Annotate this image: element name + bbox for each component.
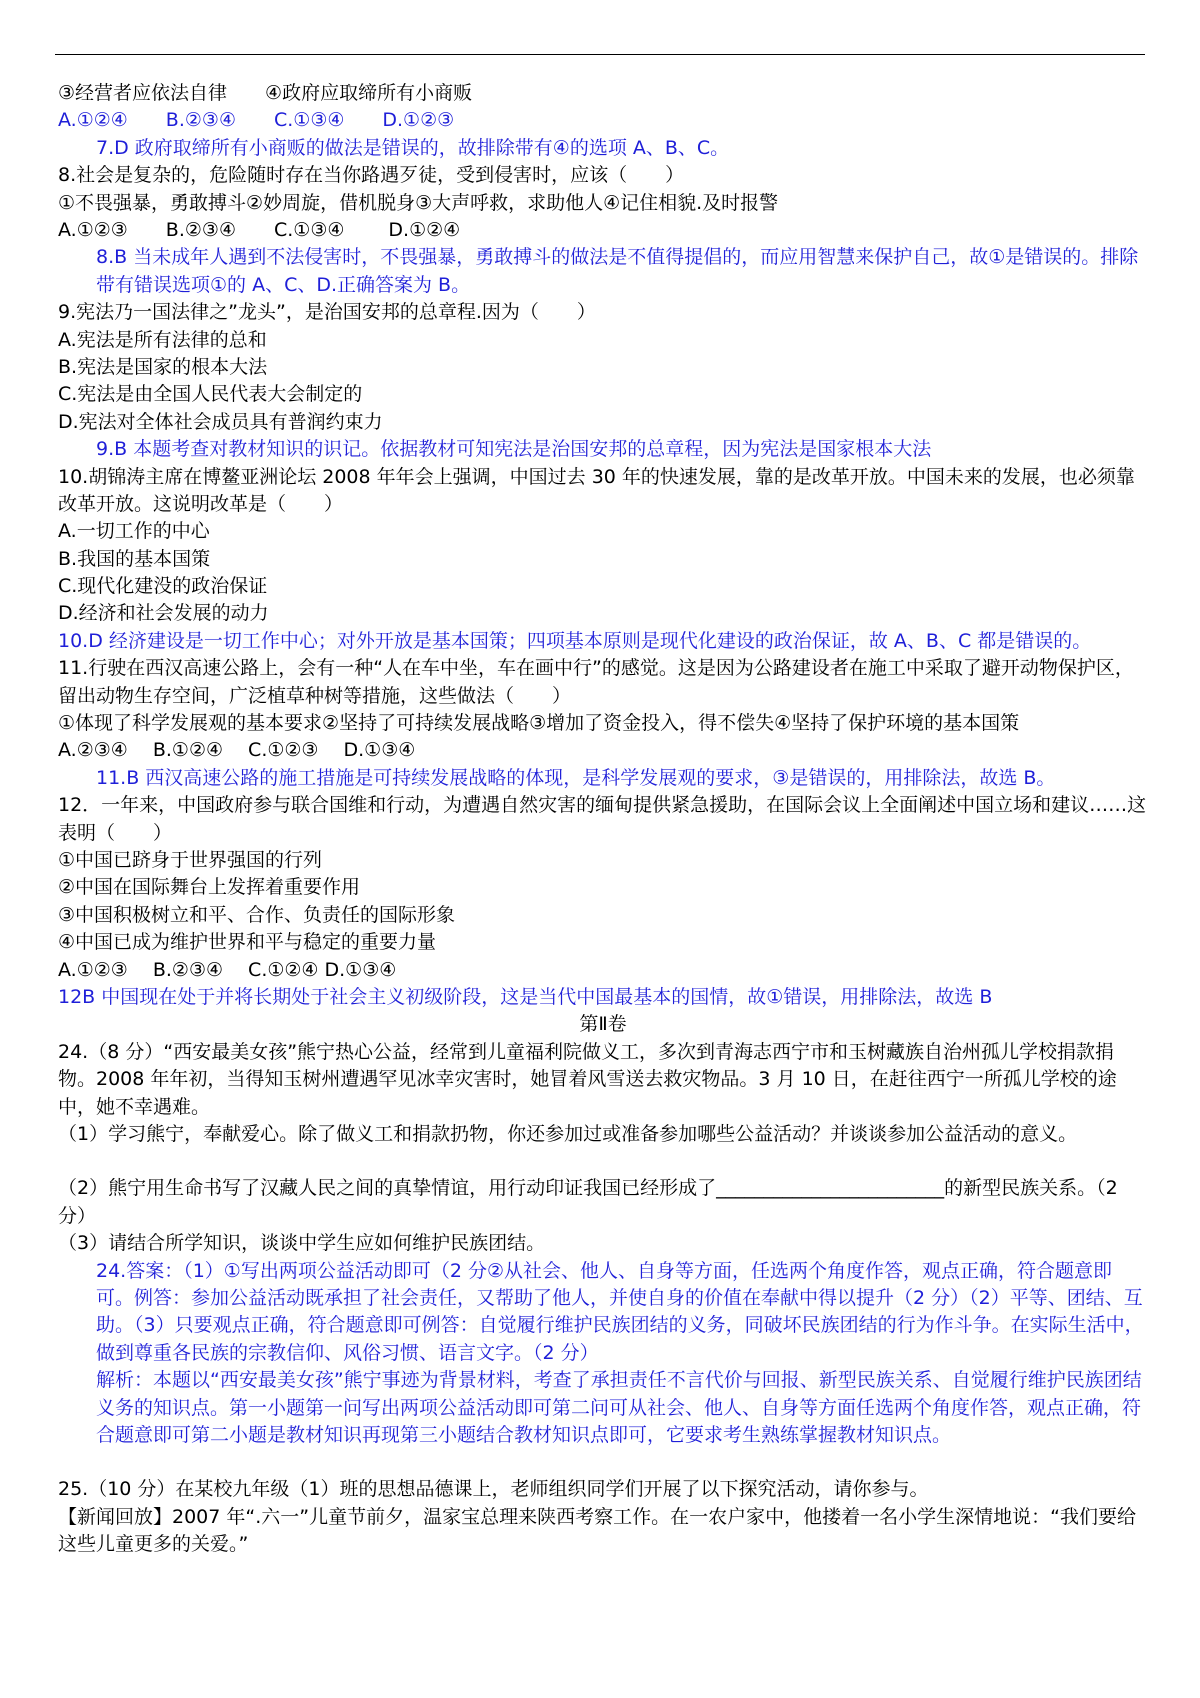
spacer — [58, 1449, 1148, 1476]
q7-answer: 7.D 政府取缔所有小商贩的做法是错误的，故排除带有④的选项 A、B、C。 — [96, 136, 730, 159]
q9-option-a: A.宪法是所有法律的总和 — [58, 328, 267, 351]
q12-option-4: ④中国已成为维护世界和平与稳定的重要力量 — [58, 931, 437, 954]
q12-option-2: ②中国在国际舞台上发挥着重要作用 — [58, 876, 361, 899]
q10-answer: 10.D 经济建设是一切工作中心；对外开放是基本国策；四项基本原则是现代化建设的政治保证，故 A、B、C 都是错误的。 — [58, 629, 1092, 652]
q12-answer: 12B 中国现在处于并将长期处于社会主义初级阶段，这是当代中国最基本的国情，故①错误，用排除法，故选 B — [58, 986, 993, 1009]
q8-answer: 8.B 当未成年人遇到不法侵害时，不畏强暴，勇敢搏斗的做法是不值得提倡的，而应用智慧来保护自己，故①是错误的。排除带有错误选项①的 A、C、D.正确答案为 B。 — [96, 246, 1139, 296]
q9-option-d: D.宪法对全体社会成员具有普润约束力 — [58, 410, 383, 433]
q10-stem: 10.胡锦涛主席在博鳌亚洲论坛 2008 年年会上强调，中国过去 30 年的快速发展，靠的是改革开放。中国未来的发展，也必须靠改革开放。这说明改革是（ ） — [58, 465, 1135, 515]
q24-answer: 24.答案：（1）①写出两项公益活动即可（2 分②从社会、他人、自身等方面，任选两个角度作答，观点正确，符合题意即可。例答：参加公益活动既承担了社会责任，又帮助了他人，并使自身的价值在奉献中得以提升（2 分）（2）平等、团结、互助。（3）只要观点正确，符合题意即可例答：自觉履行维护民族团结的义务，同破坏民族团结的行为作斗争。在实际生活中，做到尊重各民族的宗教信仰、风俗习惯、语言文字。（2 分） — [96, 1259, 1144, 1364]
q9-option-c: C.宪法是由全国人民代表大会制定的 — [58, 383, 363, 406]
q25-stem: 25.（10 分）在某校九年级（1）班的思想品德课上，老师组织同学们开展了以下探究活动，请你参与。 — [58, 1478, 929, 1501]
q25-news: 【新闻回放】2007 年“.六一”儿童节前夕，温家宝总理来陕西考察工作。在一农户家中，他搂着一名小学生深情地说：“我们要给这些儿童更多的关爱。” — [58, 1505, 1136, 1556]
q11-stem: 11.行驶在西汉高速公路上，会有一种“人在车中坐，车在画中行”的感觉。这是因为公路建设者在施工中采取了避开动物保护区，留出动物生存空间，广泛植草种树等措施，这些做法（ ） — [58, 657, 1134, 707]
q24-sub1: （1）学习熊宁，奉献爱心。除了做义工和捐款扔物，你还参加过或准备参加哪些公益活动？并谈谈参加公益活动的意义。 — [58, 1123, 1078, 1146]
q24-analysis: 解析：本题以“西安最美女孩”熊宁事迹为背景材料，考查了承担责任不言代价与回报、新型民族关系、自觉履行维护民族团结义务的知识点。第一小题第一问写出两项公益活动即可第二问可从社会、他人、自身等方面任选两个角度作答，观点正确，符合题意即可第二小题是教材知识再现第三小题结合教材知识点即可，它要求考生熟练掌握教材知识点。 — [96, 1369, 1142, 1447]
q9-option-b: B.宪法是国家的根本大法 — [58, 355, 268, 378]
q12-stem: 12．一年来，中国政府参与联合国维和行动，为遭遇自然灾害的缅甸提供紧急援助，在国际会议上全面阐述中国立场和建议……这表明（ ） — [58, 794, 1147, 844]
q7-options-line: ③经营者应依法自律 ④政府应取缔所有小商贩 — [58, 82, 473, 104]
q11-options: ①体现了科学发展观的基本要求②坚持了可持续发展战略③增加了资金投入，得不偿失④坚持了保护环境的基本国策 — [58, 712, 1020, 735]
q9-answer: 9.B 本题考查对教材知识的识记。依据教材可知宪法是治国安邦的总章程，因为宪法是国家根本大法 — [96, 438, 932, 461]
q10-option-d: D.经济和社会发展的动力 — [58, 602, 269, 625]
header-rule — [55, 54, 1145, 55]
q10-option-b: B.我国的基本国策 — [58, 547, 211, 570]
q8-choices: A.①②③ B.②③④ C.①③④ D.①②④ — [58, 218, 461, 241]
q7-choices: A.①②④ B.②③④ C.①③④ D.①②③ — [58, 109, 455, 132]
q8-options: ①不畏强暴，勇敢搏斗②妙周旋，借机脱身③大声呼救，求助他人④记住相貌.及时报警 — [58, 191, 779, 214]
q12-option-3: ③中国积极树立和平、合作、负责任的国际形象 — [58, 903, 456, 926]
q8-stem: 8.社会是复杂的，危险随时存在当你路遇歹徒，受到侵害时，应该（ ） — [58, 164, 685, 187]
q11-answer: 11.B 西汉高速公路的施工措施是可持续发展战略的体现，是科学发展观的要求，③是错误的，用排除法，故选 B。 — [96, 766, 1056, 789]
q12-choices: A.①②③ B.②③④ C.①②④ D.①③④ — [58, 958, 397, 981]
q24-sub3: （3）请结合所学知识，谈谈中学生应如何维护民族团结。 — [58, 1232, 546, 1255]
answer-space — [58, 1148, 1148, 1175]
q12-option-1: ①中国已跻身于世界强国的行列 — [58, 849, 323, 872]
document-body — [58, 80, 1148, 1559]
q10-option-a: A.一切工作的中心 — [58, 520, 210, 543]
section-title: 第Ⅱ卷 — [579, 1013, 627, 1036]
q9-stem: 9.宪法乃一国法律之”龙头”，是治国安邦的总章程.因为（ ） — [58, 301, 596, 324]
q24-stem: 24.（8 分）“西安最美女孩”熊宁热心公益，经常到儿童福利院做义工，多次到青海志西宁市和玉树藏族自治州孤儿学校捐款捐物。2008 年年初，当得知玉树州遭遇罕见冰幸灾害时，她冒着风雪送去救灾物品。3 月 10 日，在赶往西宁一所孤儿学校的途中，她不幸遇难。 — [58, 1040, 1117, 1118]
q11-choices: A.②③④ B.①②④ C.①②③ D.①③④ — [58, 739, 416, 762]
q10-option-c: C.现代化建没的政治保证 — [58, 575, 268, 598]
q24-sub2: （2）熊宁用生命书写了汉藏人民之间的真挚情谊，用行动印证我国已经形成了________________________的新型民族关系。（2 分） — [58, 1177, 1118, 1227]
